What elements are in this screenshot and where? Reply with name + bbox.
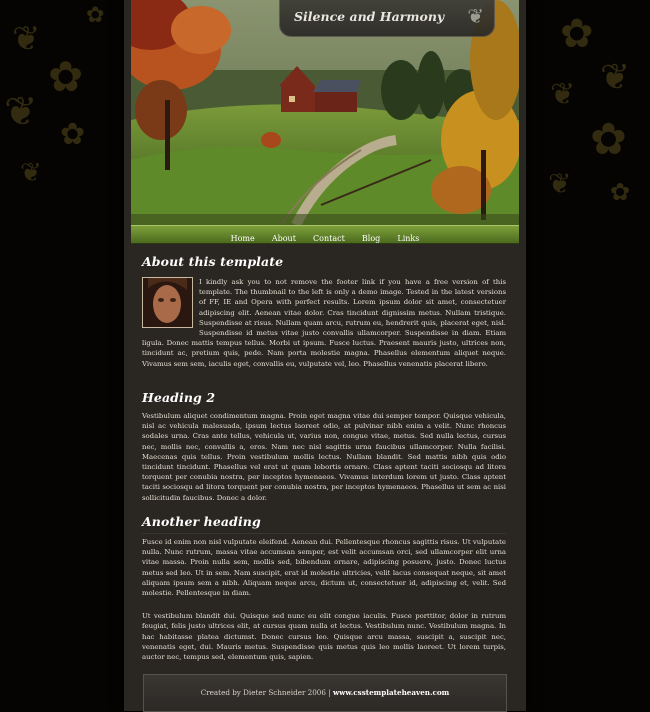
another-paragraph-1: Fusce id enim non nisl vulputate eleifend. Aenean dui. Pellentesque rhoncus sagittis risus. Ut vulputate nulla. Nunc rutrum, massa vitae accumsan semper, est velit accumsan orci, sed ullamcorper elit urna vitae massa. Proin nulla sem, mollis sed, bibendum ornare, adipiscing posuere, justo. Donec luctus metus sed leo. Ut in sem. Nam suscipit, erat id molestie ultricies, velit lacus consequat neque, sit amet aliquam ipsum sem a nibh. Aliquam neque arcu, dictum ut, consectetuer id, adipiscing et, velit. Sed molestie. Pellentesque in diam. [142,538,506,598]
footer [143,674,507,712]
another-paragraph-2: Ut vestibulum blandit dui. Quisque sed nunc eu elit congue iaculis. Fusce porttitor, dolor in rutrum feugiat, felis justo ultrices elit, at cursus quam nulla et lectus. Vestibulum nunc. Vestibulum magna. In hac habitasse platea dictumst. Donec cursus leo. Quisque arcu massa, suscipit a, suscipit nec, venenatis eget, dui. Mauris metus. Suspendisse quis metus quis leo mollis laoreet. Ut lorem turpis, auctor nec, tempus sed, elementum quis, sapien. [142,612,506,662]
background-leaf-icon: ❦ [12,19,41,59]
background-leaf-icon: ✿ [610,178,631,206]
nav-link-links[interactable]: Links [397,234,420,243]
thumbnail-image [142,277,193,328]
background-leaf-icon: ❦ [600,57,631,98]
background-leaf-icon: ✿ [86,3,105,28]
maple-leaf-icon: ❦ [467,4,484,28]
header-banner-image [131,0,519,225]
navbar [131,225,519,244]
section-another [142,514,506,662]
about-text: I kindly ask you to not remove the footer link if you have a free version of this template. The thumbnail to the left is only a demo image. Tested in the latest versions of FF, IE and Opera with perfect results. Lorem ipsum dolor sit amet, consectetuer adipiscing elit. Aenean vitae dolor. Cras tincidunt dignissim metus. Nullam tristique. Suspendisse at risus. Nullam quam arcu, rutrum eu, hendrerit quis, placerat eget, nisl. Suspendisse id metus vitae justo convallis ullamcorper. Suspendisse in diam. Etiam ligula. Donec mattis tempus tellus. Morbi ut ipsum. Fusce luctus. Praesent mauris justo, ultrices non, tincidunt ac, pretium quis, pede. Nam porta molestie magna. Phasellus elementum aliquet neque. Vivamus sem sem, iaculis eget, convallis eu, vulputate vel, leo. Phasellus venenatis placerat libero. [142,278,506,368]
background-leaf-icon: ❦ [548,167,572,200]
site-title: Silence and Harmony [294,9,445,24]
background-leaf-icon: ✿ [560,11,594,57]
title-tab [279,0,495,37]
background-leaf-icon: ❦ [550,77,576,112]
background-leaf-icon: ✿ [60,117,86,152]
background-leaf-icon: ✿ [48,52,84,101]
nav-link-about[interactable]: About [271,234,296,243]
section-heading-2: Heading 2 [142,390,216,405]
section-about [142,254,506,369]
background-leaf-icon: ❦ [4,89,38,135]
background-leaf-icon: ✿ [590,114,627,165]
nav-link-contact[interactable]: Contact [313,234,345,243]
footer-credit: Created by Dieter Schneider 2006 | [200,688,333,697]
about-paragraph [142,277,506,369]
heading2-paragraph: Vestibulum aliquet condimentum magna. Proin eget magna vitae dui semper tempor. Quisque vehicula, nisl ac vehicula malesuada, ipsum lectus laoreet odio, at pulvinar nibh enim a velit. Nunc rhoncus sodales urna. Cras ante tellus, vehicula ut, varius non, congue vitae, metus. Sed nulla lectus, cursus nec, mollis nec, convallis a, eros. Nam nec nisl sagittis urna faucibus ullamcorper. Nulla facilisi. Maecenas quis tellus. Proin vestibulum mollis lectus. Nullam blandit. Sed mattis nibh quis odio tincidunt tincidunt. Phasellus vel erat ut quam lobortis ornare. Class aptent taciti sociosqu ad litora torquent per conubia nostra, per inceptos hymenaeos. Vivamus interdum lorem ut justo. Class aptent taciti sociosqu ad litora torquent per conubia nostra, per inceptos hymenaeos. Phasellus ut sem ac nisi sollicitudin faucibus. Donec a dolor. [142,412,506,502]
footer-text [201,688,450,697]
nav-link-blog[interactable]: Blog [361,234,381,243]
section-heading-another: Another heading [142,514,506,534]
footer-link[interactable]: www.csstemplateheaven.com [332,688,450,697]
section-heading2 [142,390,506,503]
page-container [124,0,526,711]
nav-link-home[interactable]: Home [230,234,255,243]
background-leaf-icon: ❦ [20,158,42,188]
section-heading-about: About this template [142,254,284,269]
